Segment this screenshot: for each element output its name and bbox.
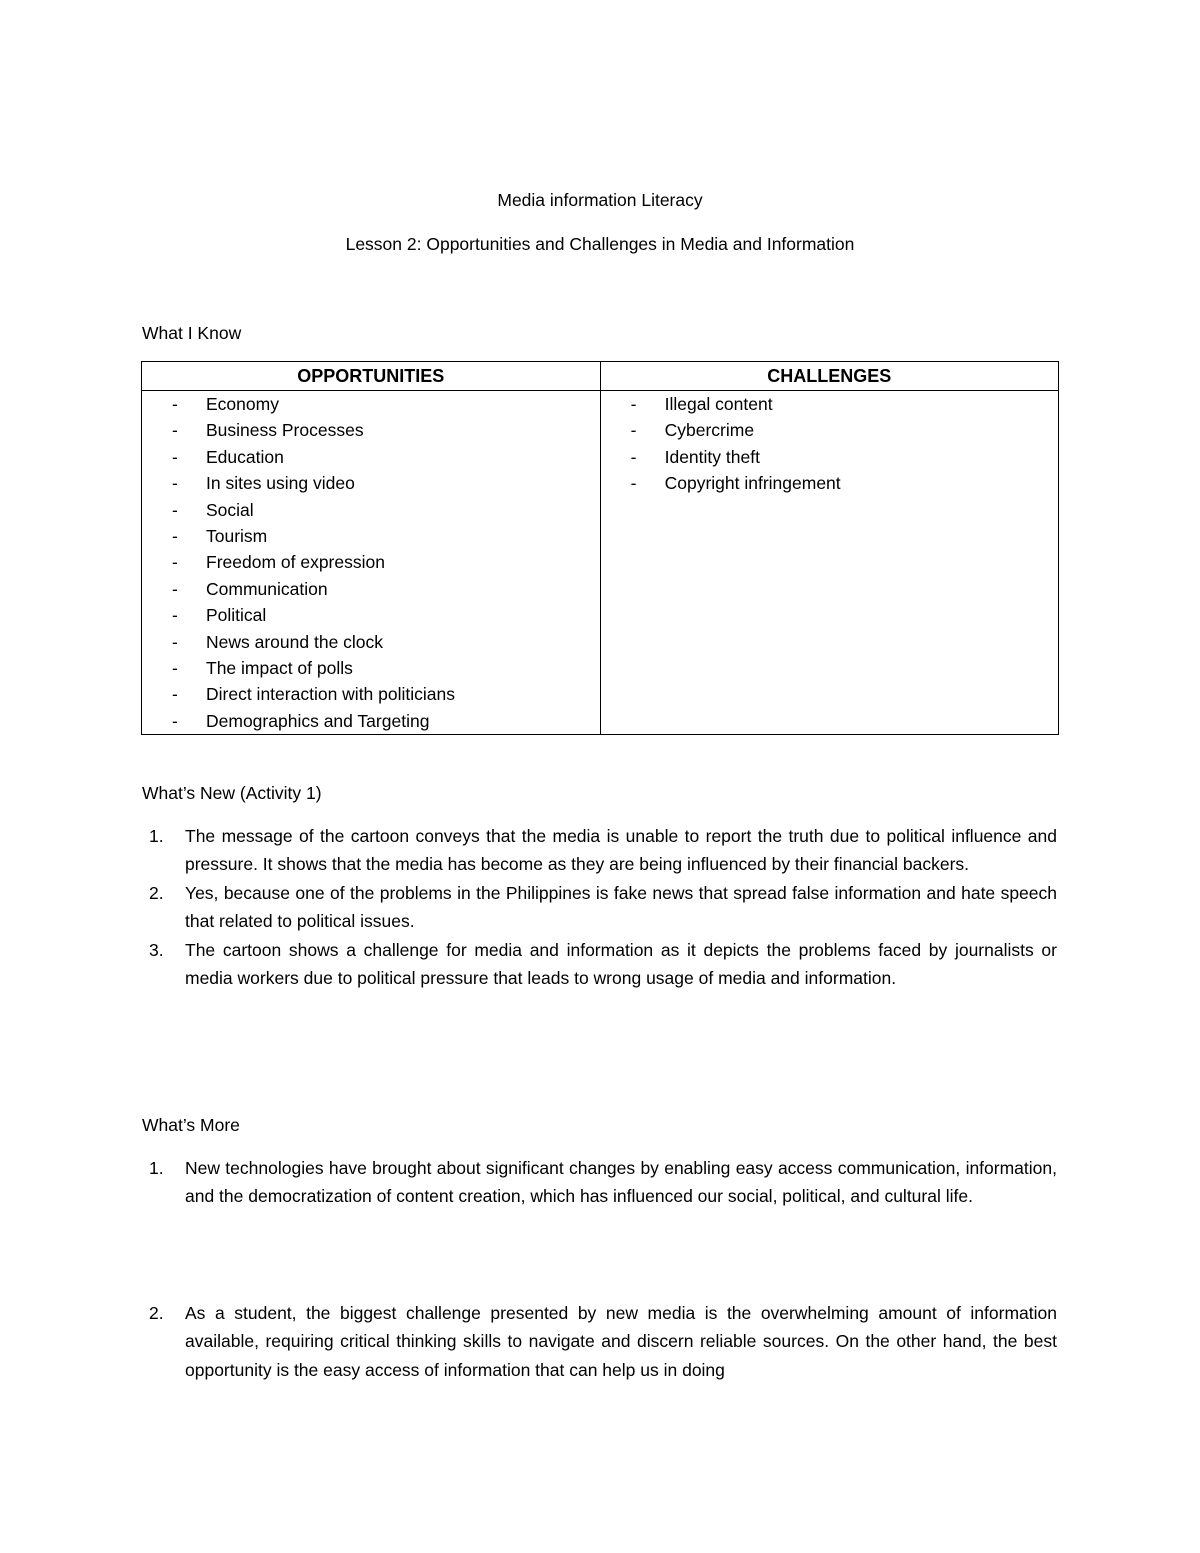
answer-item (142, 879, 1057, 936)
answer-text: New technologies have brought about significant changes by enabling easy access communication, information, and the democratization of content creation, which has influenced our social, political, and cultural life. (185, 1158, 1057, 1207)
lesson-subtitle: Lesson 2: Opportunities and Challenges in Media and Information (345, 234, 855, 254)
opportunity-item (142, 681, 600, 707)
answer-number: 1. (149, 826, 164, 846)
opportunity-item-label: Direct interaction with politicians (206, 684, 455, 705)
answer-item (142, 822, 1057, 879)
opportunities-header: OPPORTUNITIES (142, 362, 601, 391)
opportunity-item-label: The impact of polls (206, 657, 353, 678)
dash-bullet: - (172, 499, 178, 520)
answer-text: Yes, because one of the problems in the Philippines is fake news that spread false information and hate speech that related to political issues. (185, 882, 1057, 932)
dash-bullet: - (630, 473, 637, 494)
answer-number: 3. (149, 939, 164, 960)
dash-bullet: - (630, 394, 637, 414)
opportunities-challenges-table (141, 361, 1059, 735)
opportunity-item-label: News around the clock (206, 631, 384, 652)
opportunity-item (142, 549, 600, 575)
document-title: Media information Literacy (497, 190, 703, 210)
dash-bullet: - (630, 420, 637, 441)
answer-text: The cartoon shows a challenge for media and information as it depicts the problems faced by journalists or media workers due to political pressure that leads to wrong usage of media and information. (185, 939, 1057, 989)
opportunity-item (142, 470, 600, 496)
opportunity-item (142, 417, 600, 443)
dash-bullet: - (172, 657, 178, 678)
what-i-know-heading: What I Know (142, 323, 242, 343)
challenges-header: CHALLENGES (600, 362, 1058, 391)
opportunity-item-label: Freedom of expression (206, 552, 385, 573)
answer-item (142, 936, 1057, 993)
opportunity-item (142, 602, 600, 628)
opportunity-item-label: In sites using video (206, 473, 355, 494)
answer-text: The message of the cartoon conveys that the media is unable to report the truth due to political influence and pressure. It shows that the media has become as they are being influenced by their financial backers. (185, 826, 1057, 875)
opportunity-item (142, 655, 600, 681)
whats-new-list (142, 822, 1057, 992)
dash-bullet: - (172, 710, 178, 731)
answer-number: 2. (149, 1303, 164, 1323)
opportunity-item-label: Political (206, 605, 267, 626)
answer-text: As a student, the biggest challenge presented by new media is the overwhelming amount of information available, requiring critical thinking skills to navigate and discern reliable sources. On the other hand, the best opportunity is the easy access of information that can help us in doing (185, 1303, 1057, 1380)
challenge-item (601, 444, 1058, 470)
challenge-item-label: Identity theft (664, 446, 760, 467)
opportunity-item (142, 629, 600, 655)
opportunity-item-label: Communication (206, 578, 328, 599)
dash-bullet: - (172, 446, 178, 467)
dash-bullet: - (172, 473, 178, 494)
opportunity-item-label: Tourism (206, 525, 268, 546)
whats-more-list-continued (142, 1299, 1057, 1384)
opportunity-item (142, 576, 600, 602)
opportunity-item (142, 444, 600, 470)
opportunity-item (142, 497, 600, 523)
challenge-item (601, 417, 1058, 443)
answer-number: 1. (149, 1158, 164, 1178)
challenge-item (601, 470, 1058, 496)
opportunities-list (142, 391, 600, 734)
dash-bullet: - (172, 552, 178, 573)
challenges-list (601, 391, 1058, 497)
dash-bullet: - (172, 631, 178, 652)
challenge-item-label: Illegal content (664, 394, 773, 414)
answer-item (142, 1154, 1057, 1211)
challenges-cell (600, 391, 1058, 735)
whats-new-heading: What’s New (Activity 1) (142, 783, 322, 803)
answer-number: 2. (149, 882, 164, 903)
opportunity-item-label: Economy (206, 394, 279, 414)
answer-item (142, 1299, 1057, 1384)
challenge-item-label: Cybercrime (664, 420, 755, 441)
opportunity-item (142, 523, 600, 549)
opportunity-item-label: Social (206, 499, 254, 520)
dash-bullet: - (172, 420, 178, 441)
dash-bullet: - (172, 684, 178, 705)
opportunity-item-label: Education (206, 446, 284, 467)
challenge-item (601, 391, 1058, 417)
opportunities-cell (142, 391, 601, 735)
opportunity-item-label: Business Processes (206, 420, 364, 441)
opportunity-item (142, 391, 600, 417)
dash-bullet: - (172, 578, 178, 599)
challenge-item-label: Copyright infringement (664, 473, 841, 494)
dash-bullet: - (172, 394, 178, 414)
whats-more-list (142, 1154, 1057, 1211)
opportunity-item-label: Demographics and Targeting (206, 710, 430, 731)
opportunity-item (142, 708, 600, 734)
dash-bullet: - (630, 446, 637, 467)
whats-more-heading: What’s More (142, 1115, 240, 1135)
dash-bullet: - (172, 605, 178, 626)
dash-bullet: - (172, 525, 178, 546)
